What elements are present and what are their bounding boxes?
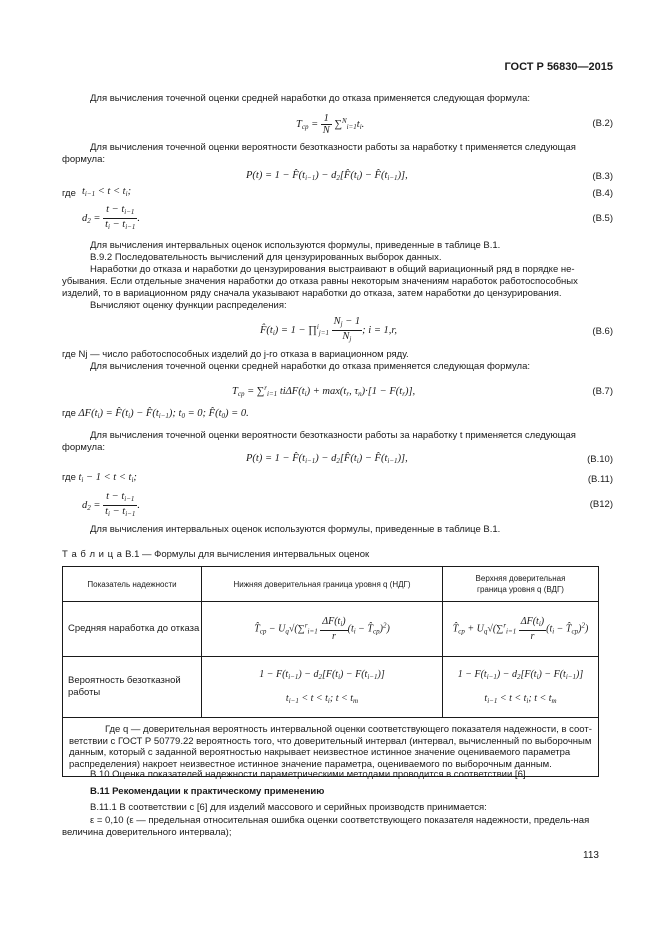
equation-number: (В.7) [592, 386, 613, 397]
formulas-table [62, 566, 599, 777]
equation-number: (В12) [589, 499, 613, 510]
formula-b6: $F̂(t_i) = 1$ − ∏$^i_{j=1}$ $\frac{N_j - 1}{N_j}$ ; i = 1,r, [260, 316, 397, 343]
paragraph: Для вычисления точечной оценки вероятности безотказности работы за наработку t применяется следующая формула: [62, 142, 576, 165]
formula-b10: $P(t) = 1 - F̂(t_{i-1})$ − $d_2[F̂(t_i)$ − $F̂(t_{i-1})$], [246, 453, 408, 465]
table-header-cell: Нижняя доверительная граница уровня q (НДГ) [202, 567, 443, 602]
paragraph: Вычисляют оценку функции распределения: [90, 300, 287, 311]
equation-number: (В.6) [592, 326, 613, 337]
paragraph: Наработки до отказа и наработки до цензурирования выстраивают в общий вариационный ряд в порядке не-убывания. Если отдельные значения наработки до отказа равны некоторым значениям наработок работоспособных изделий, то в вариационном ряду сначала указывают наработки до отказа, затем наработки до цензурирования. [62, 264, 578, 299]
paragraph: ε = 0,10 (ε — предельная относительная ошибка оценки соответствующего показателя надежности, предель-ная величина доверительного интервала); [62, 815, 590, 838]
formula-b7: $T_{ср} = \sum^r_{i=1}$ $ti\Delta F(t_i) + \max(t_r$, $\tau_n)\cdot[1 - F(t_r)]$, [232, 384, 416, 398]
table-row-label: Средняя наработка до отказа [63, 602, 202, 657]
formula-b7-where: где $\Delta F(t_i)$ = $F̂(t_i)$ − $F̂(t_{i-1})$; $t_0 = 0$; $F̂(t_0) = 0$. [62, 408, 249, 420]
formula-mtbf-lower: $T̂_{ср} - U_q√(\sum^r_{i=1}$ $\frac{\Delta F(t_i)}{r}$ ($t_i$ − $T̂_{ср})^2$) [202, 602, 443, 657]
paragraph: В.10 Оценка показателей надежности параметрическими методами проводится в соответствии [6]. [90, 769, 529, 780]
table-caption [62, 549, 369, 560]
page-number: 113 [583, 850, 599, 861]
table-note-row [63, 718, 599, 777]
formula-b12: $d_2$ = $\frac{t - t_{i-1}}{t_i - t_{i-1}}$ . [82, 491, 141, 518]
equation-number: (В.11) [587, 474, 613, 485]
equation-number: (В.2) [592, 118, 613, 129]
paragraph: Для вычисления точечной оценки средней наработки до отказа применяется следующая формула: [90, 361, 531, 372]
paragraph: Для вычисления точечной оценки вероятности безотказности работы за наработку t применяется следующая формула: [62, 430, 576, 453]
table-header-row [63, 567, 599, 602]
table-header-cell: Показатель надежности [63, 567, 202, 602]
table-caption-lead: Т а б л и ц а [62, 549, 123, 560]
table-row-label: Вероятность безотказной работы [63, 657, 202, 718]
formula-reliability-upper: $1 - F(t_{i-1}) - d_2[F(t_i) - F(t_{i-1})]$ $t_{i-1} < t < t_i$; $t < t_m$ [443, 657, 599, 718]
formula-b2: $T_{ср}$ = $\frac{1}{N}$ $\sum^N_{i=1}t_i$. [296, 113, 365, 136]
formula-b4: $t_{i-1} < t < t_i$; [82, 186, 132, 198]
formula-b5: $d_2$ = $\frac{t - t_{i-1}}{t_i - t_{i-1}}$ . [82, 204, 141, 231]
table-note: Где q — доверительная вероятность интервальной оценки соответствующего показателя надежности, в соот-ветствии с ГОСТ Р 50779.22 вероятность того, что доверительный интервал (интервал, вычисленный по выборочным данным, который с заданной вероятностью накрывает неизвестное истинное значение оцениваемого параметра распределения) накроет неизвестное истинное значение параметра, оцениваемого по выборочным данным. [63, 718, 599, 777]
equation-number: (В.5) [592, 213, 613, 224]
table-caption-text: В.1 — Формулы для вычисления интервальных оценок [125, 549, 370, 560]
formula-mtbf-upper: $T̂_{ср} + U_q√(\sum^r_{i=1}$ $\frac{\Delta F(t_i)}{r}$ ($t_i$ − $T̂_{ср})^2$) [443, 602, 599, 657]
equation-number: (В.4) [592, 188, 613, 199]
formula-reliability-lower: $1 - F(t_{i-1}) - d_2[F(t_i) - F(t_{i-1})]$ $t_{i-1} < t < t_i$; $t < t_m$ [202, 657, 443, 718]
paragraph: Для вычисления точечной оценки средней наработки до отказа применяется следующая формула: [90, 93, 531, 104]
paragraph: Для вычисления интервальных оценок используются формулы, приведенные в таблице В.1. [90, 240, 501, 251]
section-heading: В.11 Рекомендации к практическому применению [90, 786, 325, 797]
equation-number: (В.10) [587, 454, 613, 465]
table-header-cell: Верхняя доверительная граница уровня q (ВДГ) [443, 567, 599, 602]
paragraph: где Nj — число работоспособных изделий до j-го отказа в вариационном ряду. [62, 349, 409, 360]
formula-b11: где $t_i - 1 < t < t_i$; [62, 472, 137, 484]
table-row [63, 602, 599, 657]
table-row [63, 657, 599, 718]
equation-number: (В.3) [592, 171, 613, 182]
document-header: ГОСТ Р 56830—2015 [504, 61, 613, 73]
paragraph: В.11.1 В соответствии с [6] для изделий массового и серийных производств принимается: [90, 802, 487, 813]
paragraph: В.9.2 Последовательность вычислений для цензурированных выборок данных. [90, 252, 442, 263]
where-label: где [62, 188, 76, 199]
formula-b3: $P(t) = 1 - F̂(t_{i-1})$ − $d_2[F̂(t_i)$ − $F̂(t_{i-1})$], [246, 170, 408, 182]
paragraph: Для вычисления интервальных оценок используются формулы, приведенные в таблице В.1. [90, 524, 501, 535]
